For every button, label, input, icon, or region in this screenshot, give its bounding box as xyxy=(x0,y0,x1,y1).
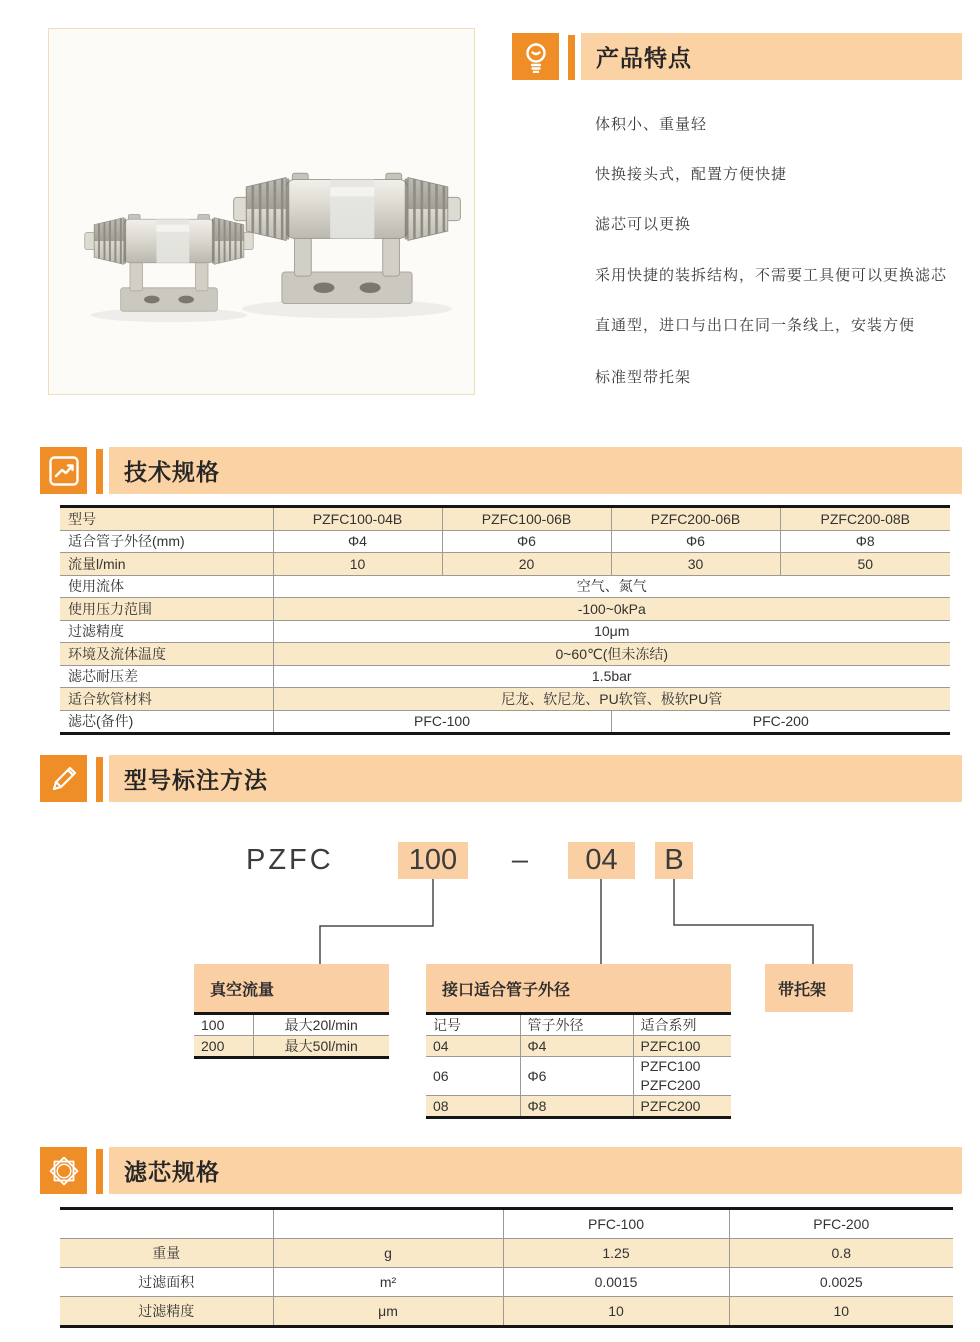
cell xyxy=(633,1057,731,1096)
cell: 最大50l/min xyxy=(253,1036,389,1058)
cell: 1.25 xyxy=(503,1239,729,1268)
row-label: 适合管子外径(mm) xyxy=(60,530,273,553)
vacuum-flow-table xyxy=(194,1012,389,1059)
port-size-label-box xyxy=(426,964,731,1012)
vacuum-flow-title: 真空流量 xyxy=(210,981,275,999)
table-row xyxy=(426,1036,731,1057)
model-code-port: 04 xyxy=(568,842,635,879)
column-header: 适合系列 xyxy=(633,1014,731,1036)
table-row xyxy=(60,643,950,666)
row-label: 使用压力范围 xyxy=(60,598,273,621)
table-row xyxy=(60,553,950,576)
column-header: 记号 xyxy=(433,1017,461,1033)
tech-specs-title-strip xyxy=(109,447,962,494)
column-header: PFC-100 xyxy=(503,1209,729,1239)
cell: 0.8 xyxy=(729,1239,953,1268)
table-row xyxy=(60,575,950,598)
table-row xyxy=(60,1297,953,1327)
cell: 200 xyxy=(194,1036,253,1058)
cell: PZFC200-08B xyxy=(780,507,950,531)
cell: PZFC200-06B xyxy=(611,507,780,531)
cell: 06 xyxy=(426,1057,520,1096)
column-header: 管子外径 xyxy=(520,1014,633,1036)
row-label: 适合软管材料 xyxy=(60,688,273,711)
lightbulb-icon xyxy=(512,33,559,80)
row-label: 使用流体 xyxy=(60,575,273,598)
table-row xyxy=(194,1014,389,1036)
bracket-label: 带托架 xyxy=(778,981,827,999)
features-title: 产品特点 xyxy=(596,45,692,71)
cell: PZFC100-06B xyxy=(442,507,611,531)
cell: 08 xyxy=(426,1096,520,1118)
cell: Φ6 xyxy=(442,530,611,553)
features-section xyxy=(512,33,962,403)
cell: 最大20l/min xyxy=(253,1014,389,1036)
cell: Φ4 xyxy=(273,530,442,553)
unit-cell: m² xyxy=(273,1268,503,1297)
cell: 0.0025 xyxy=(729,1268,953,1297)
filter-specs-title: 滤芯规格 xyxy=(124,1159,220,1185)
series-line: PZFC200 xyxy=(640,1077,701,1093)
model-code-prefix: PZFC xyxy=(246,844,334,876)
cell-merged: PFC-200 xyxy=(611,710,950,734)
trend-chart-icon xyxy=(40,447,87,494)
cell: 04 xyxy=(426,1036,520,1057)
unit-cell: μm xyxy=(273,1297,503,1327)
features-header xyxy=(512,33,962,80)
cell-merged: 1.5bar xyxy=(273,665,950,688)
row-label: 过滤精度 xyxy=(60,620,273,643)
table-row xyxy=(194,1036,389,1058)
series-line: PZFC100 xyxy=(640,1058,701,1074)
cell: 10 xyxy=(503,1297,729,1327)
cell-merged: 10μm xyxy=(273,620,950,643)
vacuum-flow-label-box xyxy=(194,964,389,1012)
filter-specs-header xyxy=(40,1147,962,1194)
table-row xyxy=(60,530,950,553)
features-title-strip xyxy=(581,33,962,80)
cell-merged: 尼龙、软尼龙、PU软管、极软PU管 xyxy=(273,688,950,711)
table-row xyxy=(426,1096,731,1118)
header-accent-bar xyxy=(96,449,103,494)
cell-empty xyxy=(273,1209,503,1239)
table-row xyxy=(60,1209,953,1239)
tech-specs-title: 技术规格 xyxy=(124,459,220,485)
cell: Φ8 xyxy=(520,1096,633,1118)
vacuum-filter-illustration xyxy=(49,29,474,394)
port-size-table xyxy=(426,1012,731,1119)
row-label: 流量l/min xyxy=(60,553,273,576)
feature-item: 滤芯可以更换 xyxy=(595,216,692,233)
pencil-icon xyxy=(40,755,87,802)
bracket-label-box xyxy=(765,964,853,1012)
sun-icon xyxy=(40,1147,87,1194)
row-label: 滤芯耐压差 xyxy=(60,665,273,688)
row-label: 过滤面积 xyxy=(60,1268,273,1297)
table-row xyxy=(60,507,950,531)
model-designation-title: 型号标注方法 xyxy=(124,767,268,793)
row-label: 重量 xyxy=(60,1239,273,1268)
cell-merged: PFC-100 xyxy=(273,710,611,734)
row-label: 滤芯(备件) xyxy=(60,710,273,734)
cell-merged: 空气、氮气 xyxy=(273,575,950,598)
cell: 10 xyxy=(729,1297,953,1327)
cell-empty xyxy=(60,1209,273,1239)
header-accent-bar xyxy=(96,1149,103,1194)
model-designation-title-strip xyxy=(109,755,962,802)
cell: Φ6 xyxy=(611,530,780,553)
cell: 10 xyxy=(273,553,442,576)
cell: 50 xyxy=(780,553,950,576)
port-size-title: 接口适合管子外径 xyxy=(442,981,571,999)
table-row xyxy=(60,1239,953,1268)
cell-merged: 0~60℃(但未冻结) xyxy=(273,643,950,666)
row-label: 型号 xyxy=(68,510,96,527)
cell: 20 xyxy=(442,553,611,576)
cell: PZFC200 xyxy=(633,1096,731,1118)
table-row xyxy=(60,620,950,643)
cell-merged: -100~0kPa xyxy=(273,598,950,621)
cell: Φ6 xyxy=(520,1057,633,1096)
cell: Φ8 xyxy=(780,530,950,553)
cell: Φ4 xyxy=(520,1036,633,1057)
cell: 100 xyxy=(201,1017,225,1033)
table-row xyxy=(60,710,950,734)
cell: 0.0015 xyxy=(503,1268,729,1297)
feature-item: 快换接头式，配置方便快捷 xyxy=(595,166,788,183)
header-accent-bar xyxy=(96,757,103,802)
filter-specs-title-strip xyxy=(109,1147,962,1194)
feature-item: 体积小、重量轻 xyxy=(595,116,708,133)
cell: PZFC100 xyxy=(633,1036,731,1057)
table-row xyxy=(60,688,950,711)
cell: PZFC100-04B xyxy=(273,507,442,531)
table-row xyxy=(60,665,950,688)
table-row xyxy=(60,1268,953,1297)
cell: 30 xyxy=(611,553,780,576)
tech-specs-table xyxy=(60,505,950,735)
table-row xyxy=(60,598,950,621)
model-code-bracket: B xyxy=(655,842,693,879)
header-accent-bar xyxy=(568,35,575,80)
model-designation-diagram xyxy=(0,820,980,1132)
model-code-dash: – xyxy=(511,844,529,876)
filter-specs-table xyxy=(60,1207,953,1328)
feature-item: 采用快捷的装拆结构，不需要工具便可以更换滤芯 xyxy=(595,267,948,284)
column-header: PFC-200 xyxy=(729,1209,953,1239)
row-label: 过滤精度 xyxy=(60,1297,273,1327)
tech-specs-header xyxy=(40,447,962,494)
unit-cell: g xyxy=(273,1239,503,1268)
model-code-flow: 100 xyxy=(398,842,468,879)
feature-item: 直通型，进口与出口在同一条线上，安装方便 xyxy=(595,317,916,334)
table-row xyxy=(426,1014,731,1036)
product-photo xyxy=(48,28,475,395)
table-row xyxy=(426,1057,731,1096)
row-label: 环境及流体温度 xyxy=(60,643,273,666)
model-designation-header xyxy=(40,755,962,802)
feature-item: 标准型带托架 xyxy=(595,369,692,386)
